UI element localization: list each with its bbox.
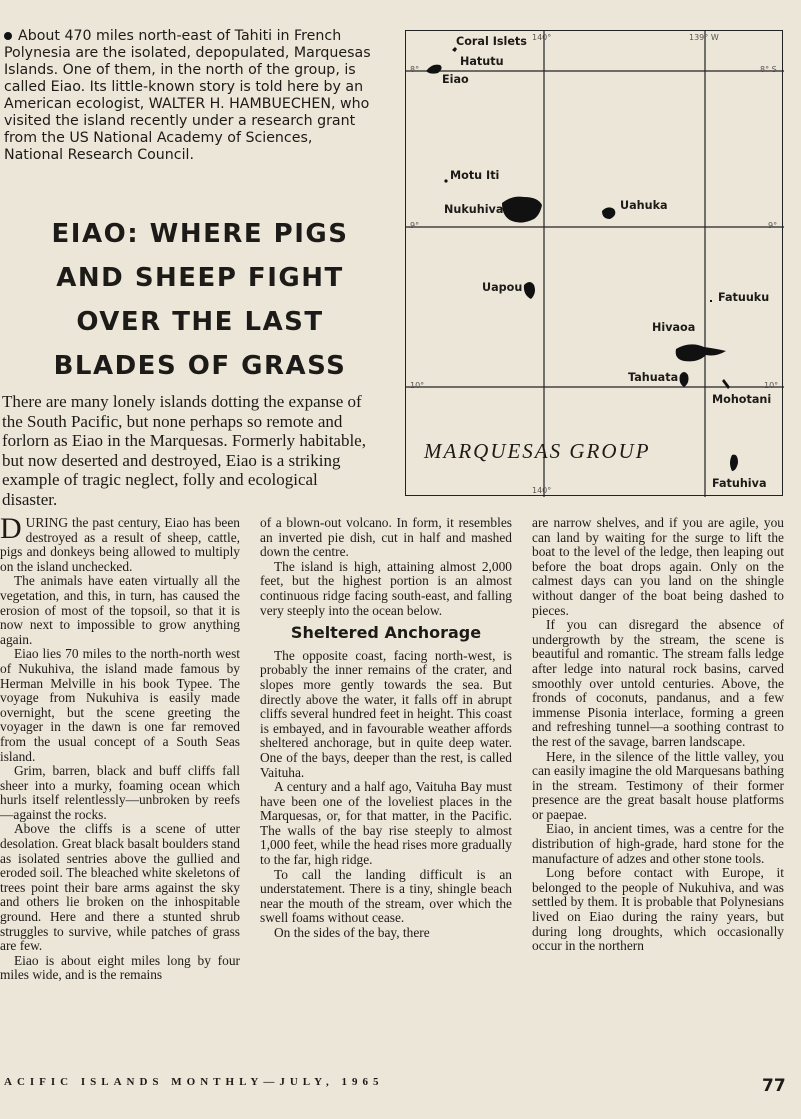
col3-para-3: Here, in the silence of the little valley, you can easily imagine the old Marquesans bathing in the stream. Testimony of their former presence are the great basalt house platforms or paepae. [532,748,784,822]
intro-text: About 470 miles north-east of Tahiti in French Polynesia are the isolated, depopulated, Marquesas Islands. One of them, in the north of the group, is called Eiao. Its little-known story is told here by an American ecologist, WALTER H. HAMBUECHEN, who visited the island recently under a research grant from the US National Academy of Sciences, National Research Council. [4,28,371,163]
nukuhiva-label: Nukuhiva [444,203,504,216]
intro-blurb [0,28,376,164]
headline-line-3: OVER THE LAST [76,307,324,337]
headline-line-4: BLADES OF GRASS [53,351,347,381]
col1-para-2: The animals have eaten virtually all the vegetation, and this, in turn, has caused the erosion of most of the topsoil, so that it is now next to impossible to grow anything again. [0,573,240,647]
col2-para-6: On the sides of the bay, there [274,925,430,941]
map-title: MARQUESAS GROUP [424,439,651,463]
col3-para-2: If you can disregard the absence of undergrowth by the stream, the scene is beautiful and romantic. The stream falls ledge after ledge into natural rock basins, carved smoothly over untold centuries. Above, the fronds of coconuts, pandanus, and a few immense Pisonia interlace, forming a green and refreshing tunnel—a soothing contrast to the rest of the savage, barren landscape. [532,617,784,749]
lat-9-left-label: 9° [410,221,420,230]
eiao-label: Eiao [442,73,469,86]
hivaoa-shape [676,344,726,361]
motu-iti-shape [444,179,447,182]
marquesas-map [405,30,783,496]
col2-para-4: A century and a half ago, Vaituha Bay must have been one of the loveliest places in the Marquesas, or, for that matter, in the Pacific. The walls of the bay rise steeply to almost 1,000 feet, while the head rises more gradually to the far, high ridge. [260,779,512,868]
fatuuku-label: Fatuuku [718,291,770,304]
fatuhiva-label: Fatuhiva [712,477,767,490]
uahuka-label: Uahuka [620,199,668,212]
column-1 [0,516,240,1061]
col2-para-5: To call the landing difficult is an understatement. There is a tiny, shingle beach near the mouth of the stream, over which the swell foams without cease. [260,866,512,926]
column-3 [532,516,784,1061]
lead-text: There are many lonely islands dotting the expanse of the South Pacific, but none perhaps so remote and forlorn as Eiao in the Marquesas. Formerly habitable, but now deserted and destroyed, Eiao is a striking example of tragic neglect, folly and ecological disaster. [2,392,366,509]
hatutu-label: Hatutu [460,55,504,68]
col1-para-5: Above the cliffs is a scene of utter desolation. Great black basalt boulders stand as isolated sentries above the gullied and eroded soil. The bleached white skeletons of trees point their bare arms against the sky and others lie broken on the inhospitable ground. Here and there a stunted shrub struggles to survive, while patches of grass are few. [0,821,240,954]
fatuhiva-shape [730,455,738,471]
col1-para-6: Eiao is about eight miles long by four miles wide, and is the remains [0,952,240,983]
lon-140-bottom-label: 140° [532,486,552,495]
col3-para-4: Eiao, in ancient times, was a centre for the distribution of high-grade, hard stone for the manufacture of adzes and other stone tools. [532,821,784,866]
column-2 [260,516,512,1061]
nukuhiva-shape [502,197,542,223]
uapou-shape [524,282,535,299]
col1-para-1-text: URING the past century, Eiao has been destroyed as a result of sheep, cattle, pigs and donkeys being allowed to multiply on the island unchecked. [0,516,240,574]
col2-para-2: The island is high, attaining almost 2,000 feet, but the highest portion is an almost continuous ridge facing south-east, and falling very steeply into the ocean below. [260,558,512,618]
col1-para-4: Grim, barren, black and buff cliffs fall sheer into a murky, foaming ocean which hurls itself relentlessly—unbroken by reefs—against the rocks. [0,763,240,822]
hivaoa-label: Hivaoa [652,321,696,334]
col1-para-1 [0,516,240,574]
subheading: Sheltered Anchorage [290,623,482,643]
headline-line-2: AND SHEEP FIGHT [56,263,344,293]
col3-para-1: are narrow shelves, and if you are agile, you can land by waiting for the surge to lift the boat to the level of the ledge, then leaping out before the boat drops again. Only on the calmest days can you land on the shingle without danger of the boat being dashed to pieces. [532,516,784,618]
lat-8-left-label: 8° [410,65,420,74]
headline-line-1: EIAO: WHERE PIGS [51,219,349,249]
uapou-label: Uapou [482,281,523,294]
lat-10-left-label: 10° [410,381,425,390]
lon-139-top-label: 139° W [689,33,719,42]
bullet-icon [4,32,12,40]
col2-para-3: The opposite coast, facing north-west, is probably the inner remains of the crater, and slopes more gently towards the sea. But directly above the water, it falls off in abrupt cliffs several hundred feet in height. This coast is embayed, and in favourable weather affords sheltered anchorage, but in quite deep water. One of the bays, deeper than the rest, is called Vaituha. [260,647,512,780]
page-number: 77 [762,1076,786,1096]
lat-8-right-label: 8° S [760,65,777,74]
col1-para-3: Eiao lies 70 miles to the north-north west of Nukuhiva, the island made famous by Herman Melville in his book Typee. The voyage from Nukuhiva is easily made overnight, but the scene greeting the voyager in the dawn is one far removed from the usual concept of a South Seas island. [0,646,240,764]
coral-islets-label: Coral Islets [456,35,527,48]
article-headline [0,212,400,388]
map-graphic [406,31,784,497]
lead-paragraph [0,392,374,510]
col3-para-5: Long before contact with Europe, it belonged to the people of Nukuhiva, and was settled by them. It is probable that Polynesians lived on Eiao during the rainy years, but during long droughts, which occasionally occur in the northern [532,865,784,954]
lon-140-top-label: 140° [532,33,552,42]
tahuata-shape [680,372,689,387]
lat-10-right-label: 10° [764,381,779,390]
drop-cap: D [0,516,22,545]
mohotani-label: Mohotani [712,393,772,406]
uahuka-shape [602,207,615,219]
running-footer: ACIFIC ISLANDS MONTHLY—JULY, 1965 [4,1076,384,1088]
col2-para-1: of a blown-out volcano. In form, it resembles an inverted pie dish, cut in half and mashed down the centre. [260,516,512,560]
tahuata-label: Tahuata [628,371,679,384]
fatuuku-shape [710,300,712,302]
motu-iti-label: Motu Iti [450,169,500,182]
eiao-shape [426,65,442,74]
lat-9-right-label: 9° [768,221,778,230]
